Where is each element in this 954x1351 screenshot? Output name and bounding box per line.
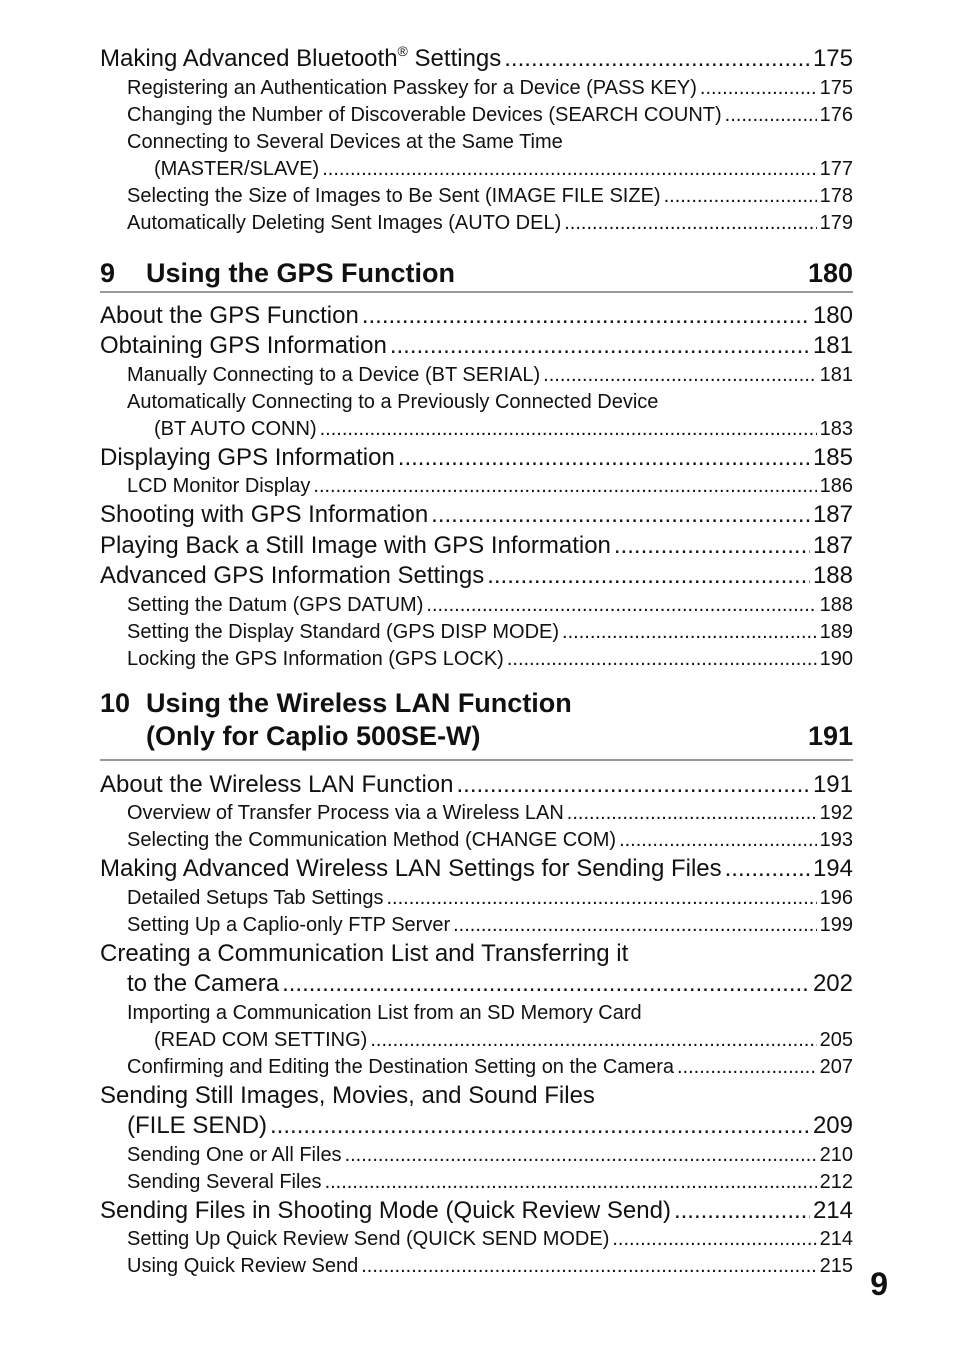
dot-leader <box>361 1253 816 1280</box>
toc-entry-page: 214 <box>812 1196 853 1224</box>
dot-leader <box>567 800 817 827</box>
dot-leader <box>431 500 810 531</box>
dot-leader <box>562 619 817 646</box>
dot-leader <box>386 885 816 912</box>
toc-entry <box>100 500 853 531</box>
toc-entry-title: Locking the GPS Information (GPS LOCK) <box>127 647 504 670</box>
chapter-title-continued: (Only for Caplio 500SE-W) <box>146 720 481 751</box>
toc-entry-title: Using Quick Review Send <box>127 1255 359 1277</box>
dot-leader <box>398 443 810 474</box>
toc-entry-title: (READ COM SETTING) <box>154 1028 368 1051</box>
toc-entry-page: 188 <box>819 593 853 616</box>
toc-entry <box>100 416 853 443</box>
toc-entry <box>100 1196 853 1227</box>
toc-entry-title: Selecting the Communication Method (CHANGE COM) <box>127 829 617 851</box>
chapter-heading-10 <box>100 687 853 761</box>
toc-entry <box>100 885 853 912</box>
toc-entry-text: Importing a Communication List from an SD Memory Card <box>127 1001 642 1024</box>
dot-leader <box>457 770 810 801</box>
chapter-heading-9 <box>100 249 853 293</box>
toc-entry <box>100 301 853 332</box>
toc-entry-text: Automatically Connecting to a Previously Connected Device <box>127 390 659 413</box>
toc-entry-page: 207 <box>819 1055 853 1078</box>
toc-entry-title: Selecting the Size of Images to Be Sent (IMAGE FILE SIZE) <box>127 184 661 207</box>
toc-entry-title: Playing Back a Still Image with GPS Information <box>100 531 611 559</box>
chapter-page: 180 <box>807 257 853 288</box>
toc-entry-page: 193 <box>819 829 853 851</box>
chapter-page: 191 <box>807 720 853 751</box>
toc-entry <box>100 102 853 129</box>
toc-entry <box>100 1054 853 1081</box>
toc-entry-title: Sending One or All Files <box>127 1143 342 1166</box>
toc-entry-title: Overview of Transfer Process via a Wireless LAN <box>127 802 564 824</box>
toc-entry <box>100 1111 853 1142</box>
toc-entry-title: Changing the Number of Discoverable Devices (SEARCH COUNT) <box>127 103 722 126</box>
toc-entry-page: 215 <box>819 1255 853 1277</box>
dot-leader <box>725 854 810 885</box>
toc-entry-page: 177 <box>819 157 853 180</box>
dot-leader <box>564 210 816 237</box>
toc-entry-title: Registering an Authentication Passkey for a Device (PASS KEY) <box>127 76 697 99</box>
dot-leader <box>543 362 816 389</box>
toc-entry-title: Making Advanced Wireless LAN Settings for Sending Files <box>100 855 722 882</box>
dot-leader <box>504 44 810 75</box>
dot-leader <box>345 1142 817 1169</box>
chapter-title: Using the Wireless LAN Function <box>146 687 572 718</box>
toc-entry <box>100 210 853 237</box>
toc-entry-title: Advanced GPS Information Settings <box>100 562 485 589</box>
toc-entry-title: Setting Up a Caplio-only FTP Server <box>127 913 451 936</box>
toc-entry-page: 202 <box>812 970 853 997</box>
dot-leader <box>700 75 817 102</box>
toc-entry-page: 176 <box>819 103 853 126</box>
page-number: 9 <box>870 1266 888 1302</box>
toc-entry <box>100 1253 853 1280</box>
toc-entry-text: Creating a Communication List and Transferring it <box>100 939 629 967</box>
dot-leader <box>325 1169 817 1196</box>
toc-entry-title: About the GPS Function <box>100 301 359 329</box>
chapter-number: 9 <box>100 257 116 288</box>
toc-entry-page: 187 <box>812 501 853 528</box>
toc-entry-text: Connecting to Several Devices at the Same Time <box>127 130 563 153</box>
toc-entry <box>100 1027 853 1054</box>
toc-entry-page: 210 <box>819 1143 853 1166</box>
toc-entry <box>100 362 853 389</box>
toc-entry-title: Displaying GPS Information <box>100 443 395 471</box>
dot-leader <box>320 416 817 443</box>
toc-entry-page: 185 <box>812 443 853 471</box>
dot-leader <box>725 102 817 129</box>
toc-entry <box>100 443 853 474</box>
toc-entry-title: Confirming and Editing the Destination Setting on the Camera <box>127 1055 674 1078</box>
dot-leader <box>619 827 817 854</box>
toc-entry-page: 175 <box>812 45 853 72</box>
toc-entry <box>100 75 853 102</box>
dot-leader <box>507 646 817 673</box>
toc-entry-page: 178 <box>819 184 853 207</box>
toc-entry-page: 188 <box>812 562 853 589</box>
toc-entry-title: (BT AUTO CONN) <box>154 417 317 440</box>
toc-section-bluetooth <box>100 44 853 237</box>
toc-entry-page: 186 <box>819 475 853 497</box>
toc-entry <box>100 561 853 592</box>
toc-entry <box>100 44 853 75</box>
toc-entry-page: 179 <box>819 211 853 234</box>
toc-entry-title: (MASTER/SLAVE) <box>154 157 320 180</box>
toc-entry <box>100 912 853 939</box>
toc-entry-page: 191 <box>812 770 853 798</box>
toc-entry-title-part: Settings <box>407 45 502 72</box>
toc-entry-page: 183 <box>819 417 853 440</box>
toc-entry <box>100 331 853 362</box>
toc-section-wireless-lan <box>100 770 853 1281</box>
toc-entry-title: Setting Up Quick Review Send (QUICK SEND MODE) <box>127 1228 610 1250</box>
toc-entry-text: Sending Still Images, Movies, and Sound Files <box>100 1081 595 1109</box>
dot-leader <box>426 592 816 619</box>
toc-entry <box>100 1142 853 1169</box>
dot-leader <box>313 473 816 500</box>
dot-leader <box>674 1196 810 1227</box>
toc-entry <box>100 1226 853 1253</box>
table-of-contents <box>100 44 853 1280</box>
toc-entry-page: 196 <box>819 886 853 909</box>
toc-entry-page: 175 <box>819 76 853 99</box>
toc-entry <box>100 800 853 827</box>
dot-leader <box>664 183 817 210</box>
toc-entry-title: (FILE SEND) <box>127 1112 268 1139</box>
toc-entry-page: 181 <box>812 332 853 359</box>
dot-leader <box>614 531 810 562</box>
toc-entry <box>100 183 853 210</box>
toc-entry <box>100 1169 853 1196</box>
toc-entry-page: 180 <box>812 301 853 329</box>
dot-leader <box>370 1027 816 1054</box>
toc-entry-page: 194 <box>812 855 853 882</box>
toc-entry-page: 212 <box>819 1170 853 1193</box>
toc-entry <box>100 646 853 673</box>
toc-entry-title: Manually Connecting to a Device (BT SERIAL) <box>127 363 541 386</box>
toc-entry-page: 192 <box>819 802 853 824</box>
toc-entry-title: Detailed Setups Tab Settings <box>127 886 384 909</box>
toc-entry-page: 190 <box>819 647 853 670</box>
toc-entry <box>100 854 853 885</box>
dot-leader <box>282 969 810 1000</box>
toc-entry-page: 181 <box>819 363 853 386</box>
dot-leader <box>487 561 810 592</box>
toc-entry-title: Automatically Deleting Sent Images (AUTO DEL) <box>127 211 562 234</box>
toc-entry <box>100 827 853 854</box>
dot-leader <box>390 331 810 362</box>
dot-leader <box>362 301 810 332</box>
toc-entry-title-part: Making Advanced Bluetooth <box>100 45 398 72</box>
dot-leader <box>322 156 816 183</box>
toc-entry <box>100 156 853 183</box>
toc-entry-page: 189 <box>819 620 853 643</box>
toc-entry-title: Setting the Display Standard (GPS DISP MODE) <box>127 620 560 643</box>
toc-entry <box>100 473 853 500</box>
toc-entry <box>100 592 853 619</box>
toc-entry <box>100 531 853 562</box>
toc-entry-title: Obtaining GPS Information <box>100 332 387 359</box>
dot-leader <box>270 1111 810 1142</box>
dot-leader <box>677 1054 817 1081</box>
toc-entry-page: 209 <box>812 1112 853 1139</box>
registered-mark: ® <box>397 43 408 59</box>
toc-entry-page: 205 <box>819 1028 853 1051</box>
chapter-title: Using the GPS Function <box>146 257 455 288</box>
toc-entry-title <box>100 44 501 75</box>
toc-entry-title: Setting the Datum (GPS DATUM) <box>127 593 424 616</box>
toc-entry-page: 214 <box>819 1228 853 1250</box>
toc-entry <box>100 969 853 1000</box>
toc-entry-title: Sending Several Files <box>127 1170 322 1193</box>
toc-entry-title: to the Camera <box>127 970 280 997</box>
toc-section-gps <box>100 301 853 673</box>
toc-entry-title: LCD Monitor Display <box>127 475 311 497</box>
toc-entry-page: 187 <box>812 531 853 559</box>
toc-entry <box>100 770 853 801</box>
dot-leader <box>612 1226 816 1253</box>
toc-entry <box>100 619 853 646</box>
toc-entry-title: Sending Files in Shooting Mode (Quick Review Send) <box>100 1196 671 1224</box>
toc-entry-title: Shooting with GPS Information <box>100 501 429 528</box>
toc-entry-title: About the Wireless LAN Function <box>100 770 454 798</box>
toc-entry-page: 199 <box>819 913 853 936</box>
dot-leader <box>453 912 817 939</box>
chapter-number: 10 <box>100 687 131 718</box>
